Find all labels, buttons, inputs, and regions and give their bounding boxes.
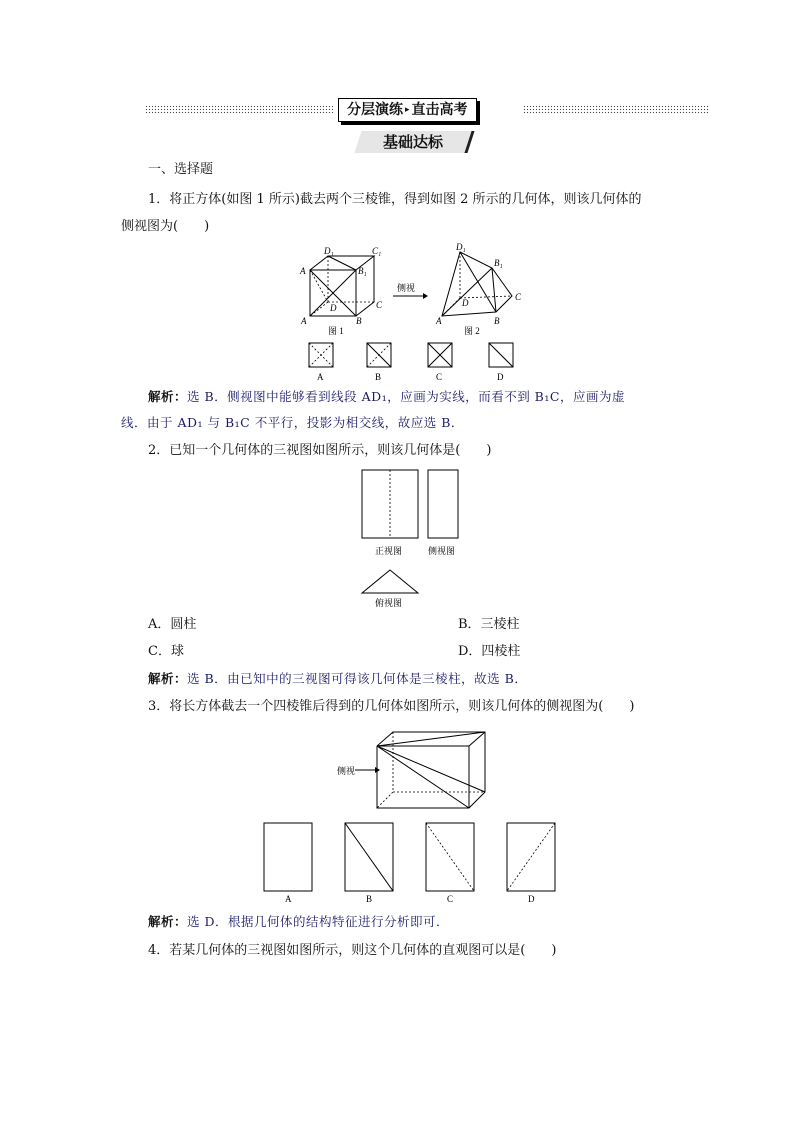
q2-option-a[interactable]: A．圆柱	[148, 617, 197, 632]
fig1-label-d1: D₁	[324, 246, 334, 256]
q1-view-arrow	[391, 282, 429, 302]
fig1-label-c: C	[376, 300, 383, 310]
q1-option-a-label: A	[317, 372, 324, 382]
q3-cut-3	[377, 746, 469, 808]
q2-solution-text: 选 B．由已知中的三视图可得该几何体是三棱柱，故选 B．	[187, 671, 528, 686]
q2-line1: 2．已知一个几何体的三视图如图所示，则该几何体是( )	[148, 443, 492, 458]
fig1-caption: 图 1	[328, 326, 344, 336]
subtitle-banner	[354, 131, 474, 153]
banner-dots-left	[145, 105, 335, 114]
q2-option-d[interactable]: D．四棱柱	[458, 644, 521, 659]
q1-line1: 1．将正方体(如图 1 所示)截去两个三棱锥，得到如图 2 所示的几何体，则该几何体的	[148, 192, 642, 207]
arrow-head-icon	[423, 293, 428, 299]
q2-side-label: 侧视图	[428, 546, 456, 556]
fig1-label-a: A	[301, 316, 307, 326]
q2-top-view	[362, 570, 418, 593]
fig2-label-c: C	[515, 292, 522, 302]
fig1-label-d: D	[330, 303, 337, 313]
q3-option-d-label: D	[528, 894, 535, 904]
section-title: 一、选择题	[148, 162, 214, 177]
q1-option-c-label: C	[436, 372, 443, 382]
q2-solution-label: 解析：	[148, 671, 188, 686]
fig2-caption: 图 2	[464, 326, 480, 336]
q1-option-b[interactable]	[367, 343, 391, 382]
subtitle-text: 基础达标	[382, 133, 443, 151]
fig1-label-b: B	[356, 316, 362, 326]
fig2-label-a: A	[436, 316, 442, 326]
q2-option-b[interactable]: B．三棱柱	[458, 617, 520, 632]
q1-option-d[interactable]	[489, 343, 513, 382]
q3-option-a-label: A	[285, 894, 292, 904]
banner-dots-right	[523, 105, 710, 114]
q1-solution-text1: 选 B．侧视图中能够看到线段 AD₁，应画为实线，而看不到 B₁C，应画为虚	[187, 389, 625, 404]
q1-option-d-label: D	[497, 372, 504, 382]
q3-arrow-label: 侧视	[337, 766, 356, 776]
q3-solution-label: 解析：	[148, 914, 188, 929]
cube-top-edge	[328, 256, 356, 270]
q3-solid-figure	[333, 726, 493, 816]
fig1-label-a1: A	[300, 266, 306, 276]
q3-option-a[interactable]	[264, 823, 312, 904]
q2-three-views	[355, 467, 470, 613]
q1-figure-1-cube	[296, 244, 391, 336]
q1-line2: 侧视图为( )	[121, 219, 210, 234]
q3-option-c[interactable]	[426, 823, 474, 904]
q2-top-label: 俯视图	[375, 598, 403, 608]
q3-solution	[148, 912, 449, 932]
fig1-label-c1: C₁	[372, 246, 382, 256]
q1-solution-line2: 线．由于 AD₁ 与 B₁C 不平行，投影为相交线，故应选 B．	[121, 415, 464, 430]
q3-solution-text: 选 D．根据几何体的结构特征进行分析即可．	[187, 914, 450, 929]
fig2-label-d1: D₁	[456, 242, 466, 252]
fig1-label-b1: B₁	[358, 266, 367, 276]
q1-option-b-label: B	[375, 372, 382, 382]
q2-front-label: 正视图	[375, 546, 403, 556]
header-banner	[145, 101, 710, 117]
q3-option-d[interactable]	[507, 823, 555, 904]
q3-options	[258, 820, 568, 906]
q1-options	[300, 342, 530, 384]
q1-option-a[interactable]	[309, 343, 333, 382]
q1-figure-2-solid	[432, 240, 527, 336]
q2-option-c[interactable]: C．球	[148, 644, 184, 659]
banner-title: 分层演练 ▸ 直击高考	[338, 98, 477, 122]
q1-solution-line1	[148, 387, 625, 407]
fig2-label-d: D	[462, 298, 469, 308]
q1-solution-label: 解析：	[148, 389, 188, 404]
q3-option-b[interactable]	[345, 823, 393, 904]
cube-right-face	[356, 256, 374, 316]
q3-line1: 3．将长方体截去一个四棱锥后得到的几何体如图所示，则该几何体的侧视图为( )	[148, 699, 635, 714]
fig2-label-b: B	[494, 316, 500, 326]
fig2-label-b1: B₁	[494, 258, 503, 268]
q1-option-c[interactable]	[428, 343, 452, 382]
q2-solution	[148, 669, 527, 689]
q1-arrow-label: 侧视	[397, 283, 416, 293]
q3-option-b-label: B	[366, 894, 373, 904]
q3-hidden-3	[377, 792, 393, 808]
q3-cut-1	[377, 732, 485, 746]
q2-side-view	[428, 470, 458, 538]
q4-line1: 4．若某几何体的三视图如图所示，则这个几何体的直观图可以是( )	[148, 943, 557, 958]
q3-option-c-label: C	[447, 894, 454, 904]
